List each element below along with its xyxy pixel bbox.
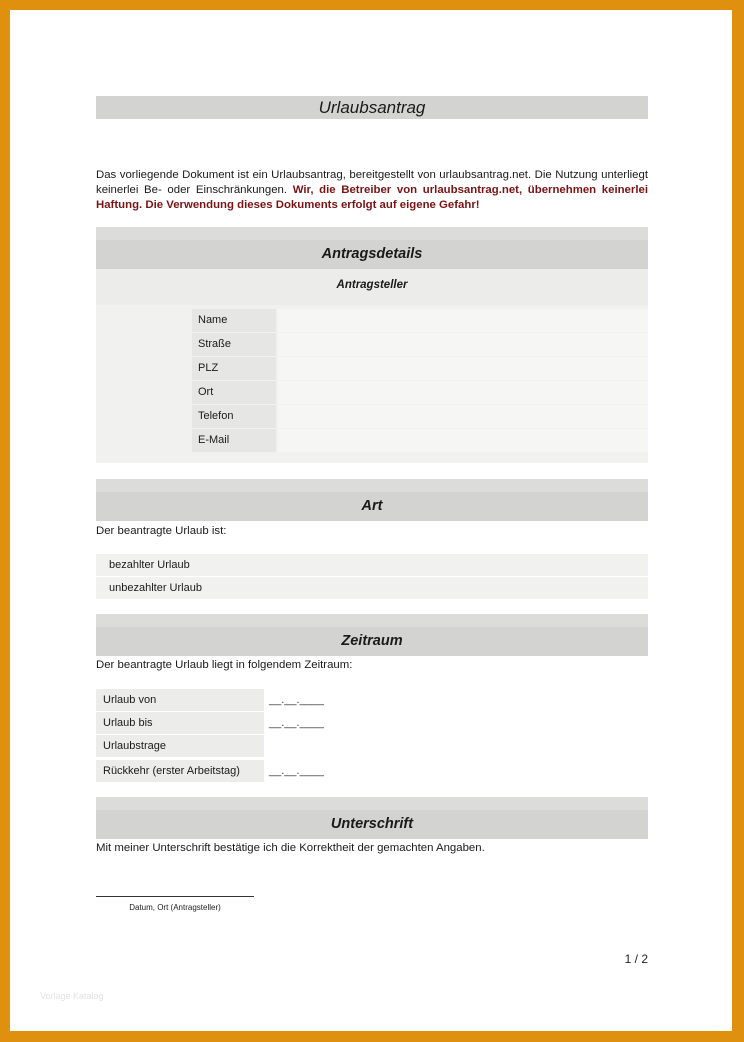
email-field[interactable] <box>278 429 648 452</box>
section-title: Unterschrift <box>330 816 414 832</box>
document-title: Urlaubsantrag <box>96 96 648 119</box>
art-intro-text: Der beantragte Urlaub ist: <box>96 525 227 537</box>
document-page <box>10 10 732 1031</box>
field-row-email <box>192 429 648 453</box>
section-title: Art <box>361 498 383 514</box>
date-from-field[interactable]: __.__.____ <box>269 694 325 706</box>
section-title: Antragsdetails <box>321 246 423 262</box>
period-label: Urlaubstrage <box>96 735 264 757</box>
period-label: Rückkehr (erster Arbeitstag) <box>96 760 264 782</box>
field-row-telefon <box>192 405 648 429</box>
liability-warning: Wir, die Betreiber von urlaubsantrag.net, übernehmen keinerlei Haftung. Die Verwendung dieses Dokuments erfolgt auf eigene Gefahr! <box>96 184 648 211</box>
field-row-name <box>192 309 648 333</box>
period-row-days <box>96 735 648 758</box>
city-field[interactable] <box>278 381 648 404</box>
period-row-return <box>96 760 648 783</box>
field-label: Name <box>192 309 276 332</box>
intro-paragraph <box>96 168 648 213</box>
return-date-field[interactable]: __.__.____ <box>269 765 325 777</box>
subsection-header-antragsteller: Antragsteller <box>96 269 648 305</box>
section-title: Zeitraum <box>341 633 403 649</box>
signature-caption: Datum, Ort (Antragsteller) <box>129 903 221 912</box>
field-row-plz <box>192 357 648 381</box>
period-row-from <box>96 689 648 712</box>
signature-confirmation-text: Mit meiner Unterschrift bestätige ich die Korrektheit der gemachten Angaben. <box>96 842 485 854</box>
zeitraum-intro-text: Der beantragte Urlaub liegt in folgendem Zeitraum: <box>96 659 353 671</box>
street-field[interactable] <box>278 333 648 356</box>
phone-field[interactable] <box>278 405 648 428</box>
section-header-antragsdetails <box>96 227 648 269</box>
section-header-art <box>96 479 648 521</box>
option-unpaid-leave[interactable]: unbezahlter Urlaub <box>96 577 648 599</box>
period-label: Urlaub von <box>96 689 264 711</box>
period-row-to <box>96 712 648 735</box>
watermark: Vorlage Katalog <box>40 991 104 1001</box>
name-field[interactable] <box>278 309 648 332</box>
option-paid-leave[interactable]: bezahlter Urlaub <box>96 554 648 576</box>
section-header-zeitraum <box>96 614 648 656</box>
leave-days-field[interactable] <box>264 735 648 757</box>
intro-text: Das vorliegende Dokument ist ein Urlaubsantrag, bereitgestellt von urlaubsantrag.net. Die Nutzung unterliegt keinerlei Be- oder Einschränkungen. <box>96 169 648 196</box>
field-label: Telefon <box>192 405 276 428</box>
field-label: Straße <box>192 333 276 356</box>
section-header-unterschrift <box>96 797 648 839</box>
period-label: Urlaub bis <box>96 712 264 734</box>
field-label: PLZ <box>192 357 276 380</box>
postcode-field[interactable] <box>278 357 648 380</box>
field-row-strasse <box>192 333 648 357</box>
field-label: E-Mail <box>192 429 276 452</box>
field-row-ort <box>192 381 648 405</box>
field-label: Ort <box>192 381 276 404</box>
applicant-fields <box>96 305 648 463</box>
page-number: 1 / 2 <box>624 952 648 966</box>
date-to-field[interactable]: __.__.____ <box>269 717 325 729</box>
signature-line[interactable] <box>96 896 254 897</box>
